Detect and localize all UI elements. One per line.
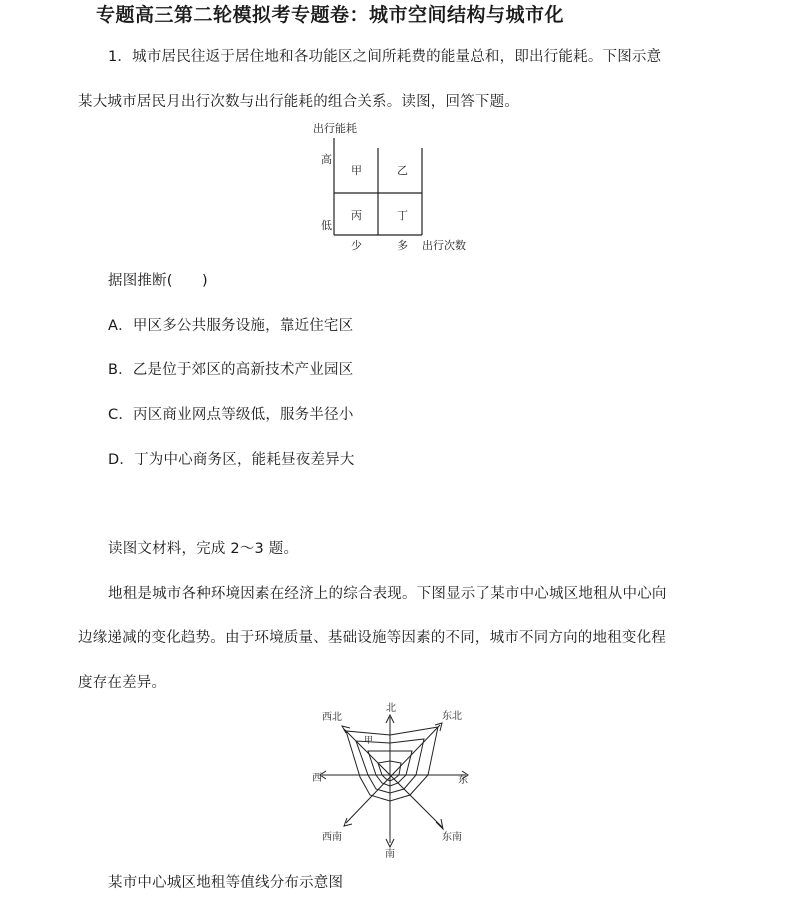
dir-northeast: 东北	[442, 711, 462, 722]
x-many-label: 多	[397, 239, 408, 252]
document-title: 专题高三第二轮模拟考专题卷：城市空间结构与城市化	[96, 4, 565, 26]
center-label-jia: 甲	[364, 736, 374, 746]
q1-option-b: B．乙是位于郊区的高新技术产业园区	[108, 362, 354, 378]
axis-northwest-southeast	[344, 729, 442, 827]
arrow-southwest	[344, 818, 352, 826]
y-low-label: 低	[321, 219, 332, 232]
cell-ding: 丁	[397, 209, 408, 222]
x-few-label: 少	[351, 239, 362, 252]
q1-stem: 据图推断( )	[108, 273, 208, 289]
dir-west: 西	[312, 773, 322, 784]
q2-para-line1: 地租是城市各种环境因素在经济上的综合表现。下图显示了某市中心城区地租从中心向	[108, 586, 667, 602]
q1-option-c: C．丙区商业网点等级低，服务半径小	[108, 407, 354, 423]
q1-intro-line2: 某大城市居民月出行次数与出行能耗的组合关系。读图，回答下题。	[78, 94, 519, 110]
q1-intro-line1: 1．城市居民往返于居住地和各功能区之间所耗费的能量总和，即出行能耗。下图示意	[108, 49, 662, 65]
dir-east: 东	[458, 775, 468, 786]
y-high-label: 高	[321, 153, 332, 166]
q2-para-line3: 度存在差异。	[78, 675, 167, 691]
cell-bing: 丙	[351, 209, 362, 222]
q2-lead: 读图文材料，完成 2～3 题。	[108, 541, 299, 557]
axis-northeast-southwest	[346, 725, 440, 823]
cell-yi: 乙	[397, 164, 408, 177]
q2-figure-caption: 某市中心城区地租等值线分布示意图	[108, 875, 344, 891]
cell-jia: 甲	[351, 164, 362, 177]
q2-para-line2: 边缘递减的变化趋势。由于环境质量、基础设施等因素的不同，城市不同方向的地租变化程	[78, 630, 666, 646]
q1-quadrant-figure	[300, 118, 480, 258]
dir-northwest: 西北	[322, 712, 342, 723]
isoline-outer	[346, 727, 438, 801]
dir-southwest: 西南	[322, 832, 342, 843]
dir-southeast: 东南	[442, 832, 462, 843]
q2-rent-isoline-figure	[300, 695, 480, 860]
q1-option-d: D．丁为中心商务区，能耗昼夜差异大	[108, 452, 355, 468]
q1-option-a: A．甲区多公共服务设施，靠近住宅区	[108, 318, 354, 334]
y-axis-label: 出行能耗	[313, 122, 357, 135]
dir-north: 北	[386, 703, 396, 714]
x-axis-label: 出行次数	[422, 239, 466, 252]
dir-south: 南	[385, 849, 395, 860]
